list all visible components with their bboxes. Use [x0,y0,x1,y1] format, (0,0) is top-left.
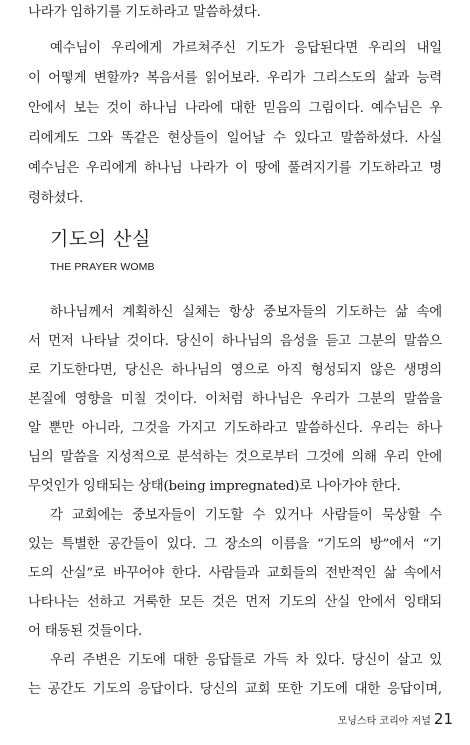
page-footer [338,711,453,730]
body-text-line: 도의 산실”로 바꾸어야 한다. 사람들과 교회들의 전반적인 삶 속에서 [28,566,442,581]
body-text-line: 각 교회에는 중보자들이 기도할 수 있거나 사람들이 묵상할 수 [50,508,442,523]
body-text-line: 령하셨다. [28,191,83,206]
body-text-line: 예수님은 우리에게 하나님 나라가 이 땅에 풀려지기를 기도하라고 명 [28,161,442,176]
body-text-line: 무엇인가 잉태되는 상태(being impregnated)로 나아가야 한다. [28,479,401,494]
section-subtitle: THE PRAYER WOMB [50,261,155,273]
body-text-line: 안에서 보는 것이 하나님 나라에 대한 믿음의 그림이다. 예수님은 우 [28,101,442,116]
body-text-line: 나타나는 선하고 거룩한 모든 것은 먼저 기도의 산실 안에서 잉태되 [28,595,442,610]
body-text-line: 님의 말씀을 지성적으로 분석하는 것으로부터 그것에 의해 우리 안에 [28,450,442,465]
body-text-line: 우리 주변은 기도에 대한 응답들로 가득 차 있다. 당신이 살고 있 [50,653,442,668]
body-text-line: 이 어떻게 변할까? 복음서를 읽어보라. 우리가 그리스도의 삶과 능력 [28,71,442,86]
body-text-line: 나라가 임하기를 기도하라고 말씀하셨다. [28,5,261,20]
page-number: 21 [433,710,453,728]
body-text-line: 로 기도한다면, 당신은 하나님의 영으로 아직 형성되지 않은 생명의 [28,363,442,378]
body-text-line: 는 공간도 기도의 응답이다. 당신의 교회 또한 기도에 대한 응답이며, [28,682,442,697]
body-text-line: 있는 특별한 공간들이 있다. 그 장소의 이름을 “기도의 방”에서 “기 [28,537,442,552]
body-text-line: 본질에 영향을 미칠 것이다. 이처럼 하나님은 우리가 그분의 말씀을 [28,392,442,407]
body-text-line: 서 먼저 나타날 것이다. 당신이 하나님의 음성을 듣고 그분의 말씀으 [28,334,442,349]
section-title: 기도의 산실 [50,228,151,250]
body-text-line: 예수님이 우리에게 가르쳐주신 기도가 응답된다면 우리의 내일 [50,41,442,56]
publication-name: 모닝스타 코리아 저널 [337,716,431,727]
body-text-line: 리에게도 그와 똑같은 현상들이 일어날 수 있다고 말씀하셨다. 사실 [28,131,442,146]
body-text-line: 하나님께서 계획하신 실체는 항상 중보자들의 기도하는 삶 속에 [50,305,442,320]
body-text-line: 어 태동된 것들이다. [28,624,143,639]
body-text-line: 알 뿐만 아니라, 그것을 가지고 기도하라고 말씀하신다. 우리는 하나 [28,421,442,436]
